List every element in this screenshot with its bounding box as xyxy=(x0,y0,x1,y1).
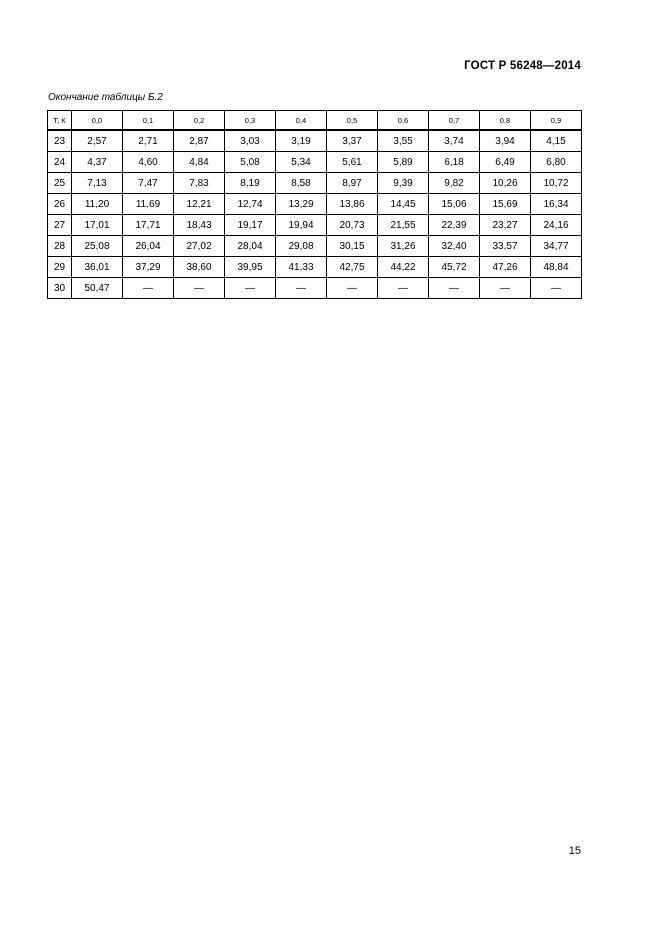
table-row xyxy=(48,236,582,257)
table-cell: 17,01 xyxy=(72,215,123,236)
table-cell: 4,84 xyxy=(174,152,225,173)
table-row xyxy=(48,194,582,215)
table-cell: 50,47 xyxy=(72,278,123,299)
table-cell: 19,17 xyxy=(225,215,276,236)
table-cell: 9,82 xyxy=(429,173,480,194)
table-cell: 44,22 xyxy=(378,257,429,278)
table-cell: 22,39 xyxy=(429,215,480,236)
row-temperature-cell: 23 xyxy=(48,130,72,152)
table-cell: 29,08 xyxy=(276,236,327,257)
column-header-temperature: Т, К xyxy=(48,111,72,131)
table-cell: 15,69 xyxy=(480,194,531,215)
table-cell: 3,74 xyxy=(429,130,480,152)
table-cell: 6,49 xyxy=(480,152,531,173)
table-cell: 36,01 xyxy=(72,257,123,278)
table-cell: 34,77 xyxy=(531,236,582,257)
values-table xyxy=(47,110,582,299)
table-cell: 31,26 xyxy=(378,236,429,257)
table-cell: 23,27 xyxy=(480,215,531,236)
table-cell: 3,03 xyxy=(225,130,276,152)
table-cell: 28,04 xyxy=(225,236,276,257)
table-cell: 38,60 xyxy=(174,257,225,278)
table-cell: 19,94 xyxy=(276,215,327,236)
column-header: 0,5 xyxy=(327,111,378,131)
table-cell: — xyxy=(123,278,174,299)
table-cell: — xyxy=(531,278,582,299)
table-cell: 5,34 xyxy=(276,152,327,173)
column-header: 0,3 xyxy=(225,111,276,131)
table-cell: 7,13 xyxy=(72,173,123,194)
table-cell: 7,47 xyxy=(123,173,174,194)
table-cell: 4,37 xyxy=(72,152,123,173)
standard-code-header: ГОСТ Р 56248—2014 xyxy=(464,60,581,72)
column-header: 0,0 xyxy=(72,111,123,131)
table-cell: 2,87 xyxy=(174,130,225,152)
table-cell: 3,55 xyxy=(378,130,429,152)
column-header: 0,9 xyxy=(531,111,582,131)
table-cell: 6,80 xyxy=(531,152,582,173)
column-header: 0,2 xyxy=(174,111,225,131)
column-header: 0,4 xyxy=(276,111,327,131)
table-cell: 33,57 xyxy=(480,236,531,257)
column-header: 0,1 xyxy=(123,111,174,131)
table-cell: 8,19 xyxy=(225,173,276,194)
table-cell: 47,26 xyxy=(480,257,531,278)
table-body xyxy=(48,130,582,299)
row-temperature-cell: 25 xyxy=(48,173,72,194)
row-temperature-cell: 24 xyxy=(48,152,72,173)
table-cell: 2,71 xyxy=(123,130,174,152)
table-row xyxy=(48,130,582,152)
table-cell: 7,83 xyxy=(174,173,225,194)
table-cell: 25,08 xyxy=(72,236,123,257)
table-cell: 5,89 xyxy=(378,152,429,173)
table-cell: 17,71 xyxy=(123,215,174,236)
column-header: 0,7 xyxy=(429,111,480,131)
row-temperature-cell: 27 xyxy=(48,215,72,236)
table-cell: 9,39 xyxy=(378,173,429,194)
table-cell: 5,08 xyxy=(225,152,276,173)
table-cell: 48,84 xyxy=(531,257,582,278)
table-caption: Окончание таблицы Б.2 xyxy=(48,92,163,103)
table-cell: 24,16 xyxy=(531,215,582,236)
table-cell: 4,15 xyxy=(531,130,582,152)
table-cell: 45,72 xyxy=(429,257,480,278)
table-cell: 32,40 xyxy=(429,236,480,257)
table-cell: 3,19 xyxy=(276,130,327,152)
table-cell: 27,02 xyxy=(174,236,225,257)
table-cell: 5,61 xyxy=(327,152,378,173)
table-cell: 12,21 xyxy=(174,194,225,215)
table-cell: 42,75 xyxy=(327,257,378,278)
table-cell: 6,18 xyxy=(429,152,480,173)
table-cell: 30,15 xyxy=(327,236,378,257)
table-cell: 8,97 xyxy=(327,173,378,194)
table-cell: 11,20 xyxy=(72,194,123,215)
row-temperature-cell: 29 xyxy=(48,257,72,278)
table-cell: 11,69 xyxy=(123,194,174,215)
table-cell: 39,95 xyxy=(225,257,276,278)
table-row xyxy=(48,215,582,236)
table-cell: 16,34 xyxy=(531,194,582,215)
table-row xyxy=(48,152,582,173)
table-cell: 4,60 xyxy=(123,152,174,173)
table-cell: — xyxy=(327,278,378,299)
table-row xyxy=(48,278,582,299)
row-temperature-cell: 26 xyxy=(48,194,72,215)
column-header: 0,6 xyxy=(378,111,429,131)
table-row xyxy=(48,173,582,194)
table-cell: 20,73 xyxy=(327,215,378,236)
table-cell: 10,26 xyxy=(480,173,531,194)
table-cell: — xyxy=(174,278,225,299)
table-row xyxy=(48,257,582,278)
table-cell: 18,43 xyxy=(174,215,225,236)
table-cell: — xyxy=(429,278,480,299)
table-cell: 10,72 xyxy=(531,173,582,194)
table-cell: 14,45 xyxy=(378,194,429,215)
table-cell: 26,04 xyxy=(123,236,174,257)
table-cell: 41,33 xyxy=(276,257,327,278)
row-temperature-cell: 28 xyxy=(48,236,72,257)
table-cell: 37,29 xyxy=(123,257,174,278)
table-cell: 2,57 xyxy=(72,130,123,152)
table-cell: 15,06 xyxy=(429,194,480,215)
table-cell: — xyxy=(225,278,276,299)
table-cell: — xyxy=(480,278,531,299)
table-header-row xyxy=(48,111,582,131)
table-cell: 3,94 xyxy=(480,130,531,152)
column-header: 0,8 xyxy=(480,111,531,131)
table-cell: 8,58 xyxy=(276,173,327,194)
table-cell: 13,29 xyxy=(276,194,327,215)
table-cell: 12,74 xyxy=(225,194,276,215)
table-header xyxy=(48,111,582,131)
row-temperature-cell: 30 xyxy=(48,278,72,299)
table-cell: — xyxy=(378,278,429,299)
table-cell: 3,37 xyxy=(327,130,378,152)
table-cell: 21,55 xyxy=(378,215,429,236)
table-cell: 13,86 xyxy=(327,194,378,215)
table-cell: — xyxy=(276,278,327,299)
page-number: 15 xyxy=(568,845,581,857)
